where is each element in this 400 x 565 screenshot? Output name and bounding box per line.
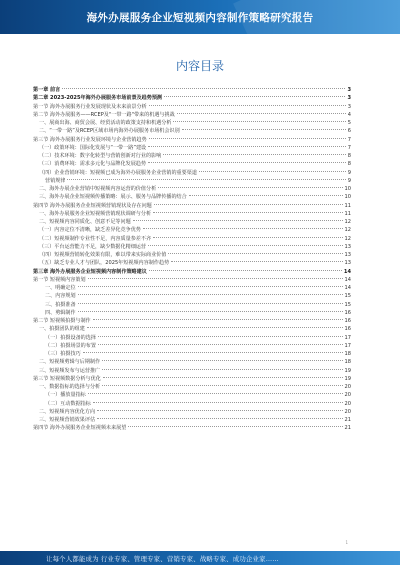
toc-entry-page: 20 (344, 408, 351, 415)
toc-entry[interactable] (33, 334, 351, 342)
toc-entry-text: （一）播放量指标 (45, 392, 86, 399)
toc-leader-dots (78, 303, 343, 304)
toc-entry[interactable] (33, 325, 351, 333)
toc-entry[interactable] (33, 342, 351, 350)
toc-entry[interactable] (33, 292, 351, 300)
toc-entry[interactable] (33, 309, 351, 317)
toc-entry-text: （一）拍摄设备的选择 (45, 334, 96, 341)
toc-entry[interactable] (33, 251, 351, 259)
toc-entry-text: 第一节 海外办展服务行业发展现状及未来前景分析 (33, 103, 147, 110)
toc-leader-dots (78, 311, 343, 312)
toc-entry-page: 10 (344, 186, 351, 192)
toc-entry-text: 三、短视频营销效果评估 (39, 417, 96, 423)
toc-entry[interactable] (33, 111, 351, 119)
toc-entry-page: 19 (344, 367, 351, 374)
toc-entry-text: 三、拍摄准备 (45, 301, 76, 308)
toc-entry[interactable] (33, 136, 351, 144)
toc-entry-page: 14 (344, 285, 351, 291)
toc-leader-dots (148, 245, 343, 246)
toc-leader-dots (102, 360, 342, 361)
toc-entry-text: 第二章 2023-2025年海外办展服务市场前景及趋势预测 (33, 95, 163, 102)
toc-entry-text: 四、剪辑制作 (45, 309, 76, 316)
toc-entry-page: 4 (347, 111, 351, 118)
toc-leader-dots (148, 146, 346, 147)
table-of-contents (33, 86, 351, 433)
toc-entry-page: 11 (344, 202, 351, 209)
toc-entry-page: 12 (344, 227, 351, 234)
toc-entry-text: 营销规律 (45, 177, 66, 184)
toc-entry[interactable] (33, 127, 351, 135)
toc-entry-page: 18 (344, 359, 351, 366)
toc-entry-text: （一）政策环境：国际化发展与“一带一路”建设 (39, 144, 147, 151)
toc-entry-text: 二、短视频内容同质化、创意不足等问题 (39, 219, 131, 225)
toc-leader-dots (62, 88, 345, 89)
toc-entry-text: 一、展商出海、商贸会展、经贸活动的政策支持和机遇分析 (39, 120, 172, 126)
toc-entry-page: 8 (347, 153, 351, 159)
report-header-banner (0, 0, 400, 34)
toc-entry[interactable] (33, 358, 351, 366)
toc-leader-dots (78, 286, 343, 287)
toc-entry-page: 9 (347, 169, 351, 176)
toc-leader-dots (154, 204, 343, 205)
toc-entry-page: 21 (344, 425, 351, 432)
toc-leader-dots (149, 105, 346, 106)
toc-entry[interactable] (33, 177, 351, 185)
toc-entry[interactable] (33, 202, 351, 210)
toc-entry-page: 20 (344, 400, 351, 407)
toc-entry-text: 第四节 海外办展服务企业短视频营销现状及存在问题 (33, 202, 152, 209)
toc-entry-text: 第三节 短视频数据分析与优化 (33, 375, 101, 382)
toc-leader-dots (98, 336, 343, 337)
toc-entry[interactable] (33, 160, 351, 168)
toc-entry-page: 16 (344, 318, 351, 324)
toc-entry[interactable] (33, 94, 351, 102)
toc-entry[interactable] (33, 169, 351, 177)
toc-leader-dots (182, 129, 346, 130)
toc-entry[interactable] (33, 400, 351, 408)
toc-leader-dots (143, 228, 343, 229)
toc-entry-text: （三）消费环境：需求多元化与品牌化发展趋势 (39, 161, 146, 168)
toc-entry[interactable] (33, 103, 351, 111)
toc-entry-page: 20 (344, 392, 351, 399)
toc-entry-page: 8 (347, 161, 351, 168)
toc-entry[interactable] (33, 367, 351, 375)
toc-entry-page: 17 (344, 342, 351, 349)
toc-entry-page: 6 (347, 128, 351, 135)
toc-entry-text: 二、海外办展企业营销中短视频内容运营的价值分析 (39, 186, 157, 192)
toc-entry-page: 7 (347, 136, 351, 143)
toc-leader-dots (153, 237, 342, 238)
toc-entry-page: 16 (344, 326, 351, 333)
toc-leader-dots (133, 220, 343, 221)
toc-entry-page: 15 (344, 293, 351, 300)
toc-entry-page: 13 (344, 260, 351, 267)
toc-entry[interactable] (33, 276, 351, 284)
toc-entry-text: 一、拍摄团队的组建 (39, 326, 85, 333)
toc-entry[interactable] (33, 317, 351, 325)
toc-leader-dots (67, 179, 345, 180)
toc-entry-page: 9 (347, 177, 351, 184)
toc-leader-dots (149, 270, 342, 271)
toc-leader-dots (171, 261, 342, 262)
toc-entry[interactable] (33, 424, 351, 432)
toc-leader-dots (87, 327, 343, 328)
toc-entry-page: 14 (344, 276, 351, 283)
toc-entry-text: 二、短视频剪辑与后期制作 (39, 359, 101, 366)
toc-leader-dots (149, 138, 346, 139)
toc-leader-dots (102, 369, 342, 370)
toc-entry[interactable] (33, 119, 351, 127)
toc-entry-page: 12 (344, 219, 351, 225)
toc-entry-page: 19 (344, 375, 351, 382)
toc-leader-dots (199, 171, 346, 172)
toc-entry-text: 二、“一带一路”及RCEP区域市场内海外办展服务市场机会识别 (39, 128, 180, 135)
toc-leader-dots (153, 212, 342, 213)
toc-leader-dots (93, 319, 343, 320)
toc-leader-dots (98, 344, 343, 345)
toc-entry[interactable] (33, 226, 351, 234)
toc-entry-text: （一）内容定位不清晰，缺乏差异化竞争优势 (39, 227, 141, 234)
toc-entry[interactable] (33, 259, 351, 267)
toc-entry[interactable] (33, 350, 351, 358)
toc-entry[interactable] (33, 301, 351, 309)
toc-leader-dots (88, 278, 343, 279)
toc-leader-dots (103, 377, 343, 378)
toc-entry-page: 10 (344, 194, 351, 201)
toc-entry-text: 第一章 前言 (33, 87, 61, 93)
toc-leader-dots (148, 162, 346, 163)
toc-entry[interactable] (33, 243, 351, 251)
toc-entry-text: 一、明确定位 (45, 285, 76, 291)
toc-entry-text: （二）短视频制作专业性不足，内容质量参差不齐 (39, 235, 152, 242)
toc-entry-page: 3 (347, 95, 351, 102)
toc-leader-dots (83, 352, 343, 353)
toc-entry-text: 第四节 海外办展服务企业短视频未来展望 (33, 425, 127, 432)
toc-leader-dots (163, 154, 345, 155)
toc-entry[interactable] (33, 193, 351, 201)
toc-entry-text: 第一节 短视频内容策划 (33, 276, 86, 283)
toc-entry-text: （三）平台运营能力不足，缺少数据化精细运营 (39, 243, 146, 250)
toc-heading: 内容目录 (175, 59, 224, 73)
toc-entry-text: （三）拍摄技巧 (45, 351, 81, 357)
toc-entry-page: 18 (344, 351, 351, 357)
toc-entry-page: 13 (344, 252, 351, 258)
toc-leader-dots (189, 195, 343, 196)
toc-leader-dots (102, 385, 342, 386)
toc-entry-page: 13 (344, 243, 351, 250)
toc-entry[interactable] (33, 235, 351, 243)
toc-entry[interactable] (33, 268, 351, 276)
toc-entry-text: 三、海外办展企业短视频传播策略：展示、服务与品牌传播的结合 (39, 194, 187, 201)
toc-entry-text: 二、内容规划 (45, 293, 76, 300)
toc-entry-page: 14 (343, 268, 351, 275)
toc-leader-dots (168, 253, 342, 254)
toc-entry-page: 21 (344, 417, 351, 423)
toc-entry[interactable] (33, 284, 351, 292)
page-number: 1 (345, 540, 348, 545)
toc-entry-page: 17 (344, 334, 351, 341)
footer-slogan: 让每个人都能成为 行业专家、管理专家、营销专家、战略专家、成功企业家…… (46, 555, 279, 563)
toc-entry-text: 第二节 短视频拍摄与制作 (33, 318, 91, 324)
toc-leader-dots (93, 402, 343, 403)
toc-entry-page: 16 (344, 309, 351, 316)
toc-entry-page: 3 (347, 87, 351, 93)
toc-leader-dots (164, 96, 345, 97)
toc-leader-dots (177, 113, 346, 114)
toc-entry-text: 第三章 海外办展服务企业短视频内容制作策略建议 (33, 268, 147, 275)
footer-banner (0, 551, 400, 565)
report-title: 海外办展服务企业短视频内容制作策略研究报告 (86, 12, 314, 24)
toc-leader-dots (128, 426, 342, 427)
toc-entry[interactable] (33, 144, 351, 152)
toc-entry[interactable] (33, 185, 351, 193)
toc-entry[interactable] (33, 375, 351, 383)
toc-entry-page: 12 (344, 235, 351, 242)
toc-entry-text: 三、短视频发布与运营推广 (39, 367, 101, 374)
toc-entry-page: 11 (344, 210, 351, 217)
toc-entry[interactable] (33, 408, 351, 416)
toc-entry-text: 一、数据指标的选择与分析 (39, 384, 101, 390)
toc-entry-page: 20 (344, 384, 351, 390)
toc-entry[interactable] (33, 152, 351, 160)
toc-entry[interactable] (33, 391, 351, 399)
toc-leader-dots (173, 121, 345, 122)
toc-entry-page: 15 (344, 301, 351, 308)
toc-entry-text: （二）拍摄场景的布置 (45, 342, 96, 349)
toc-entry[interactable] (33, 210, 351, 218)
toc-entry-page: 5 (347, 120, 351, 126)
toc-entry-text: 一、海外办展服务企业短视频营销现状调研与分析 (39, 210, 152, 217)
toc-entry-text: 第三节 海外办展服务行业发展环境与企业营销趋势 (33, 136, 147, 143)
toc-entry-text: （二）技术环境：数字化转型与营销创新对行业的影响 (39, 153, 162, 159)
toc-entry[interactable] (33, 416, 351, 424)
toc-leader-dots (158, 187, 342, 188)
toc-leader-dots (97, 410, 342, 411)
toc-entry-text: （五）缺乏专业人才与团队，2025年短视频内容制作趋势 (39, 260, 170, 267)
toc-entry-page: 7 (347, 144, 351, 151)
toc-entry-text: 第二节 海外办展服务——RCEP及"一带一路"带来的机遇与挑战 (33, 111, 175, 118)
toc-entry[interactable] (33, 86, 351, 94)
toc-leader-dots (97, 418, 342, 419)
toc-entry-text: 二、短视频内容优化方向 (39, 408, 96, 415)
toc-entry-text: （二）互动数据指标 (45, 400, 91, 407)
toc-entry-text: （四）短视频营销转化效果有限，难以带来实际商业价值 (39, 252, 167, 258)
toc-leader-dots (88, 393, 343, 394)
toc-entry[interactable] (33, 218, 351, 226)
toc-leader-dots (78, 294, 343, 295)
toc-entry-page: 3 (347, 103, 351, 110)
toc-entry[interactable] (33, 383, 351, 391)
toc-entry-text: （四）企业营销环境：短视频已成为海外办展服务企业营销的重要渠道 (39, 169, 197, 176)
